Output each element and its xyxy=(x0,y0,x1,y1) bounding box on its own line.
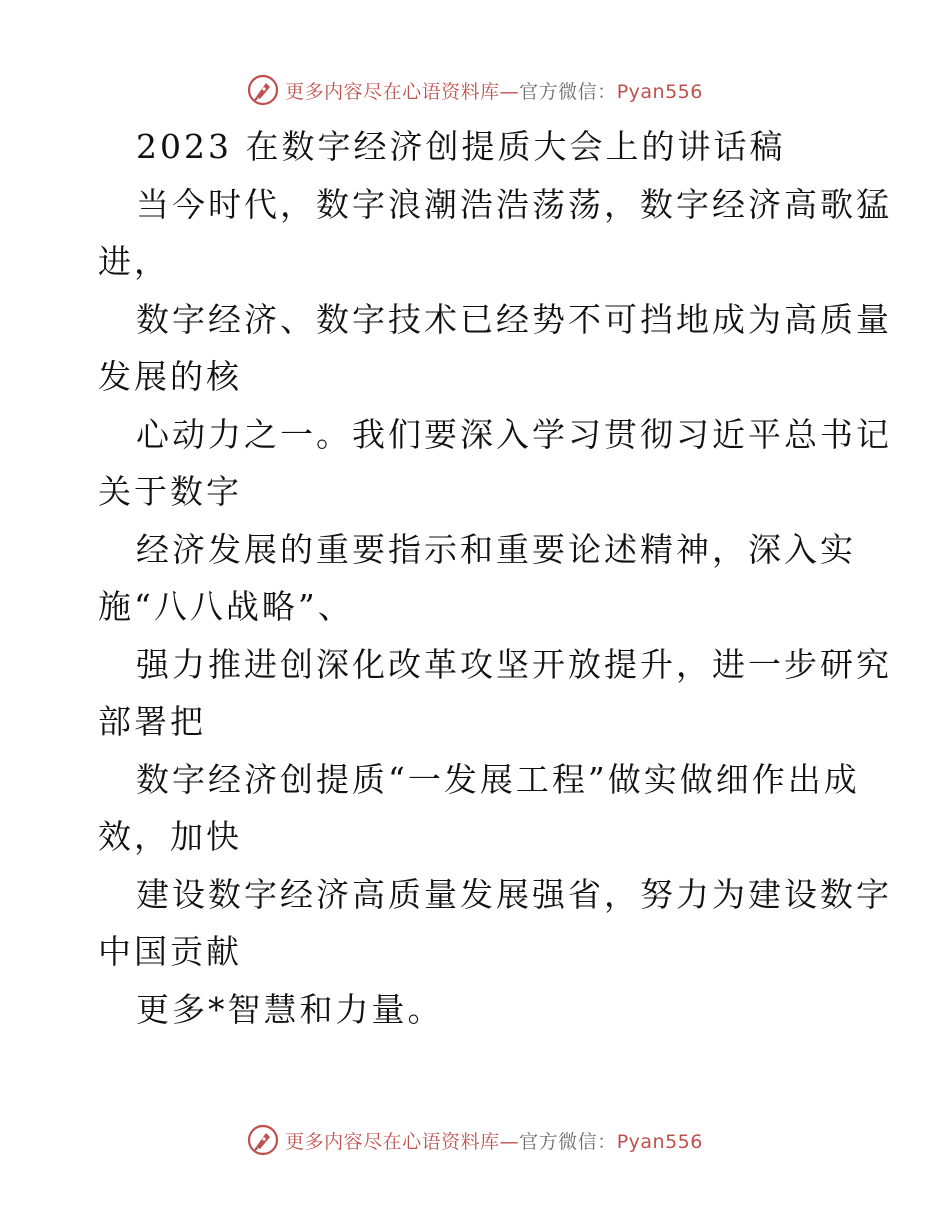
paragraph-line: 更多*智慧和力量。 xyxy=(136,989,444,1029)
banner-text: 更多内容尽在心语资料库—官方微信：Pyan556 xyxy=(285,80,703,103)
wechat-id: Pyan556 xyxy=(616,1130,703,1153)
pen-nib-logo-icon xyxy=(247,74,279,106)
paragraph-line: 部署把 xyxy=(98,702,206,741)
header-banner xyxy=(0,70,950,110)
document-body xyxy=(98,118,892,1038)
footer-banner xyxy=(0,1120,950,1160)
banner-text: 更多内容尽在心语资料库—官方微信：Pyan556 xyxy=(285,1130,703,1153)
paragraph-line: 心动力之一。我们要深入学习贯彻习近平总书记 xyxy=(136,414,892,454)
paragraph-line: 进， xyxy=(98,242,170,281)
paragraph-line: 关于数字 xyxy=(98,472,242,511)
paragraph-line: 数字经济、数字技术已经势不可挡地成为高质量 xyxy=(136,299,892,339)
pen-nib-logo-icon xyxy=(247,1124,279,1156)
paragraph-line: 当今时代，数字浪潮浩浩荡荡，数字经济高歌猛 xyxy=(136,184,892,224)
paragraph-line: 数字经济创提质“一发展工程”做实做细作出成 xyxy=(136,759,860,799)
wechat-id: Pyan556 xyxy=(616,80,703,103)
paragraph-line: 施“八八战略”、 xyxy=(98,587,354,626)
document-title: 2023 在数字经济创提质大会上的讲话稿 xyxy=(136,127,786,166)
paragraph-line: 经济发展的重要指示和重要论述精神，深入实 xyxy=(136,529,856,569)
paragraph-line: 建设数字经济高质量发展强省，努力为建设数字 xyxy=(136,874,892,914)
paragraph-line: 中国贡献 xyxy=(98,932,242,971)
paragraph-line: 效，加快 xyxy=(98,817,242,856)
paragraph-line: 发展的核 xyxy=(98,357,242,396)
paragraph-line: 强力推进创深化改革攻坚开放提升，进一步研究 xyxy=(136,644,892,684)
